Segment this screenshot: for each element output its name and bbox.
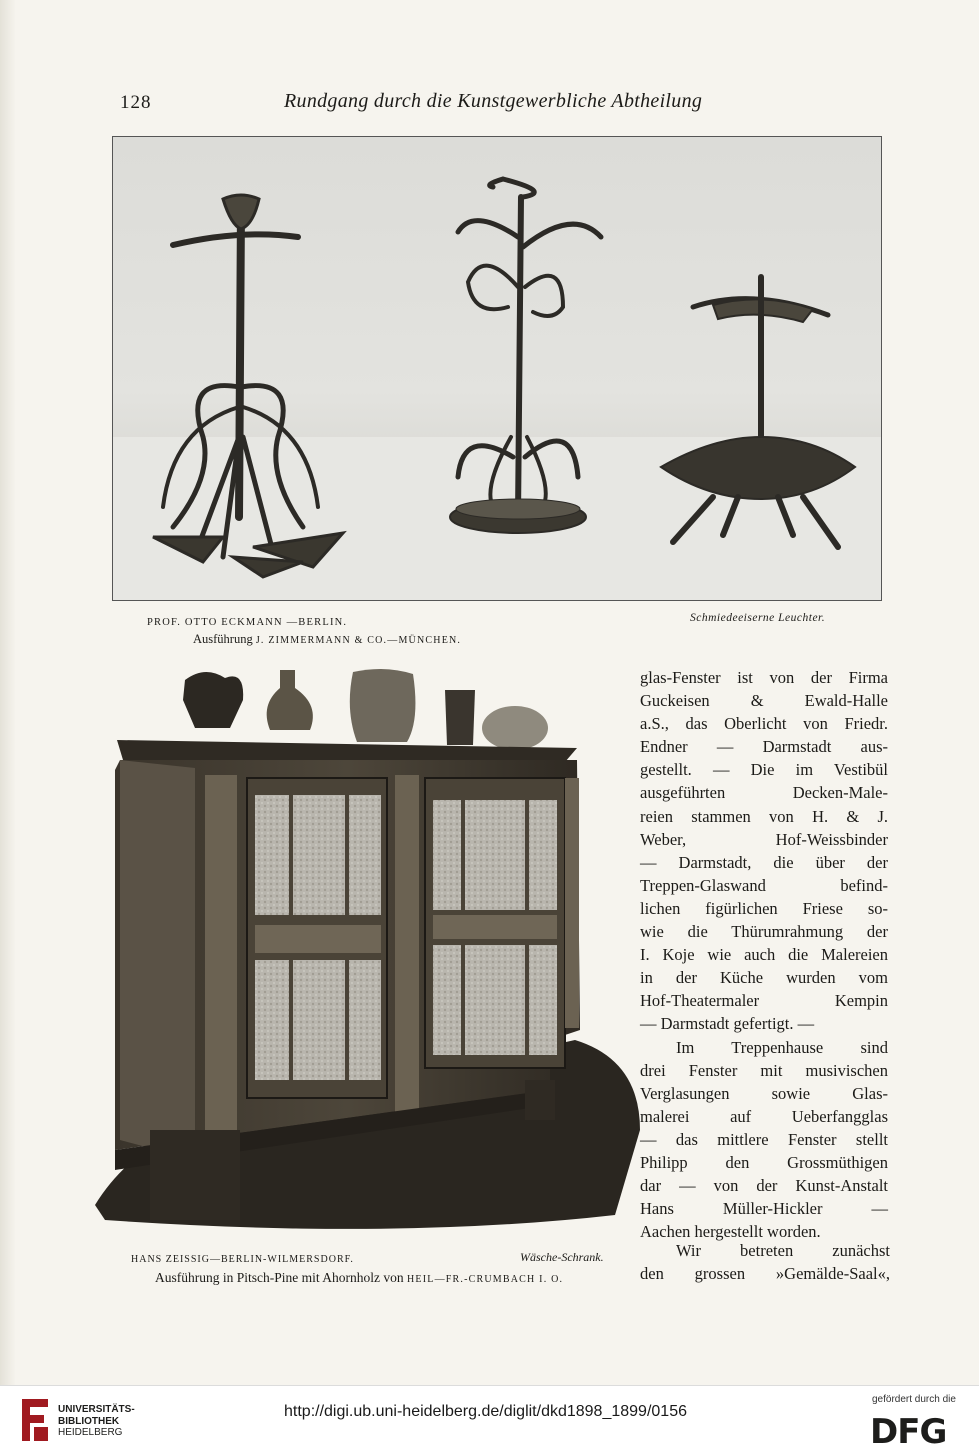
running-header	[0, 90, 979, 120]
body-line: Weber, Hof-Weissbinder	[640, 829, 888, 849]
running-title: Rundgang durch die Kunstgewerbliche Abtheilung	[284, 90, 703, 112]
dfg-logo: DFG	[870, 1412, 947, 1452]
body-line: Im Treppenhause sind	[676, 1037, 888, 1057]
body-line: Philipp den Grossmüthigen	[640, 1152, 888, 1172]
body-line: — Darmstadt gefertigt. —	[640, 1014, 815, 1034]
university-logo-icon	[18, 1397, 52, 1443]
body-line: gestellt. — Die im Vestibül	[640, 760, 888, 780]
body-line: malerei auf Ueberfangglas	[640, 1106, 888, 1126]
body-line: I. Koje wie auch die Malereien	[640, 945, 888, 965]
body-line: Endner — Darmstadt aus-	[640, 737, 888, 757]
body-line: Treppen-Glaswand befind-	[640, 875, 888, 895]
figure2-caption-execution-prefix: Ausführung in Pitsch-Pine mit Ahornholz von	[155, 1270, 404, 1285]
vases-on-cabinet	[183, 669, 548, 750]
uni-name-line3: HEIDELBERG	[58, 1427, 123, 1438]
body-line: dar — von der Kunst-Anstalt	[640, 1176, 888, 1196]
figure2-caption-artist: HANS ZEISSIG—BERLIN-WILMERSDORF.	[131, 1254, 354, 1265]
body-line-last: den grossen »Gemälde-Saal«,	[640, 1264, 890, 1283]
page-edge-shadow	[0, 0, 16, 1385]
body-line: Hof-Theatermaler Kempin	[640, 991, 888, 1011]
body-line: — das mittlere Fenster stellt	[640, 1129, 888, 1149]
body-line: wie die Thürumrahmung der	[640, 922, 888, 942]
figure1-caption-execution-prefix: Ausführung	[193, 632, 253, 646]
body-line: drei Fenster mit musivischen	[640, 1060, 888, 1080]
body-line: reien stammen von H. & J.	[640, 806, 888, 826]
body-line: Guckeisen & Ewald-Halle	[640, 691, 888, 711]
body-line: a.S., das Oberlicht von Friedr.	[640, 714, 888, 734]
body-line: Hans Müller-Hickler —	[640, 1199, 888, 1219]
figure1-caption-execution	[193, 632, 461, 647]
figure2-caption-execution	[155, 1270, 563, 1286]
figure1-caption-artist: PROF. OTTO ECKMANN —BERLIN.	[147, 617, 348, 628]
permalink-url[interactable]: http://digi.ub.uni-heidelberg.de/diglit/dkd1898_1899/0156	[284, 1403, 687, 1420]
footer-bar	[0, 1385, 979, 1456]
body-line: Verglasungen sowie Glas-	[640, 1083, 888, 1103]
uni-name-line2: BIBLIOTHEK	[58, 1415, 120, 1427]
candlesticks-illustration	[113, 137, 882, 601]
photo-candlesticks	[112, 136, 882, 601]
cabinet-illustration	[95, 660, 643, 1245]
uni-name-line1: UNIVERSITÄTS-	[58, 1404, 135, 1415]
body-text-column	[640, 666, 888, 1243]
body-line: — Darmstadt, die über der	[640, 852, 888, 872]
figure2-caption-title: Wäsche-Schrank.	[520, 1250, 604, 1264]
university-library-name	[58, 1404, 135, 1439]
photo-linen-cabinet	[95, 660, 643, 1245]
body-line: Aachen hergestellt worden.	[640, 1222, 821, 1242]
body-line: glas-Fenster ist von der Firma	[640, 668, 888, 687]
body-line: in der Küche wurden vom	[640, 968, 888, 988]
funded-by-label: gefördert durch die	[872, 1394, 956, 1405]
page-number: 128	[120, 92, 152, 113]
figure1-caption-execution-firm: J. ZIMMERMANN & CO.—MÜNCHEN.	[255, 635, 462, 646]
figure2-caption-execution-firm: HEIL—FR.-CRUMBACH I. O.	[407, 1274, 564, 1285]
body-line-wir: Wir betreten zunächst	[676, 1241, 890, 1260]
body-line: lichen figürlichen Friese so-	[640, 898, 888, 918]
figure1-caption-title: Schmiedeeiserne Leuchter.	[690, 612, 826, 624]
body-line: ausgeführten Decken-Male-	[640, 783, 888, 803]
